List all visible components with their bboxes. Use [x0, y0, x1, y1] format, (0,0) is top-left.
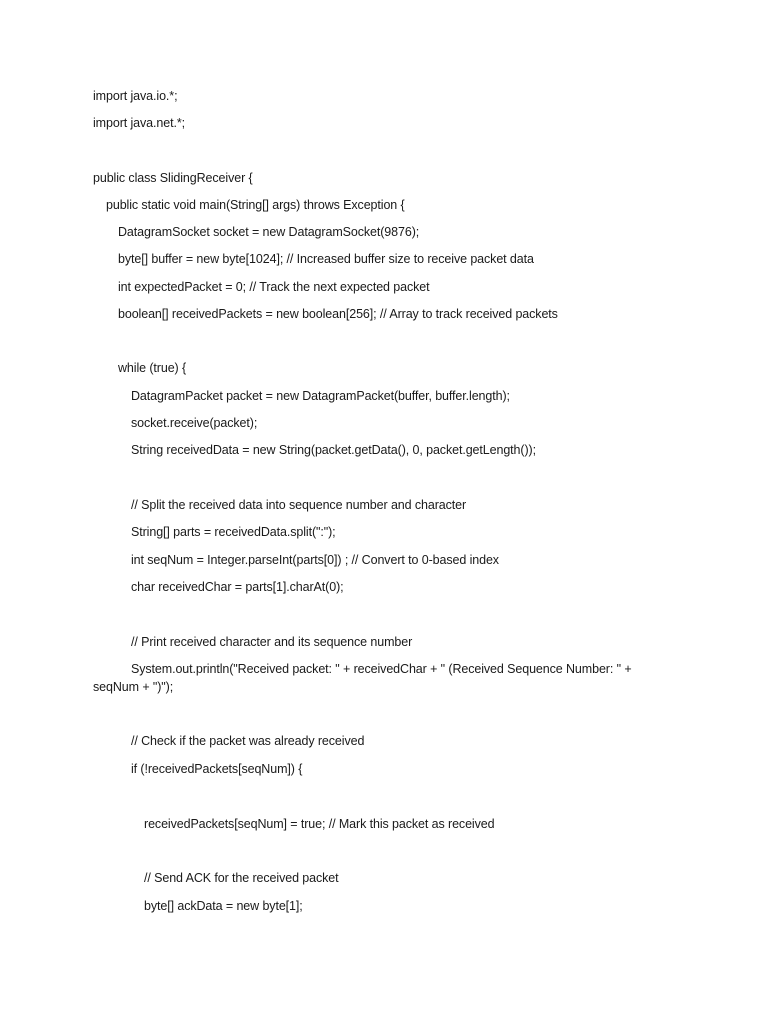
code-line: int expectedPacket = 0; // Track the next expected packet	[118, 280, 430, 294]
code-line: import java.net.*;	[93, 116, 185, 130]
code-comment: // Check if the packet was already received	[131, 734, 365, 748]
code-line: String receivedData = new String(packet.getData(), 0, packet.getLength());	[131, 443, 536, 457]
code-comment: // Split the received data into sequence number and character	[131, 498, 467, 512]
code-line: int seqNum = Integer.parseInt(parts[0]) ; // Convert to 0-based index	[131, 553, 499, 567]
code-line: DatagramSocket socket = new DatagramSocket(9876);	[118, 225, 420, 239]
code-line: if (!receivedPackets[seqNum]) {	[131, 762, 303, 776]
code-line: while (true) {	[118, 361, 187, 375]
code-line: socket.receive(packet);	[131, 416, 258, 430]
code-line: public static void main(String[] args) throws Exception {	[106, 198, 405, 212]
code-line: char receivedChar = parts[1].charAt(0);	[131, 580, 344, 594]
code-line: import java.io.*;	[93, 89, 178, 103]
code-comment: // Send ACK for the received packet	[144, 871, 339, 885]
code-line: public class SlidingReceiver {	[93, 171, 253, 185]
code-line: String[] parts = receivedData.split(":");	[131, 525, 336, 539]
code-line: receivedPackets[seqNum] = true; // Mark this packet as received	[144, 817, 495, 831]
code-line: boolean[] receivedPackets = new boolean[256]; // Array to track received packets	[118, 307, 558, 321]
code-line: byte[] buffer = new byte[1024]; // Increased buffer size to receive packet data	[118, 252, 534, 266]
code-comment: // Print received character and its sequence number	[131, 635, 413, 649]
code-line: System.out.println("Received packet: " + receivedChar + " (Received Sequence Number: " +	[131, 662, 632, 676]
code-line: DatagramPacket packet = new DatagramPacket(buffer, buffer.length);	[131, 389, 510, 403]
code-line: byte[] ackData = new byte[1];	[144, 899, 303, 913]
code-line: seqNum + ")");	[93, 680, 174, 694]
